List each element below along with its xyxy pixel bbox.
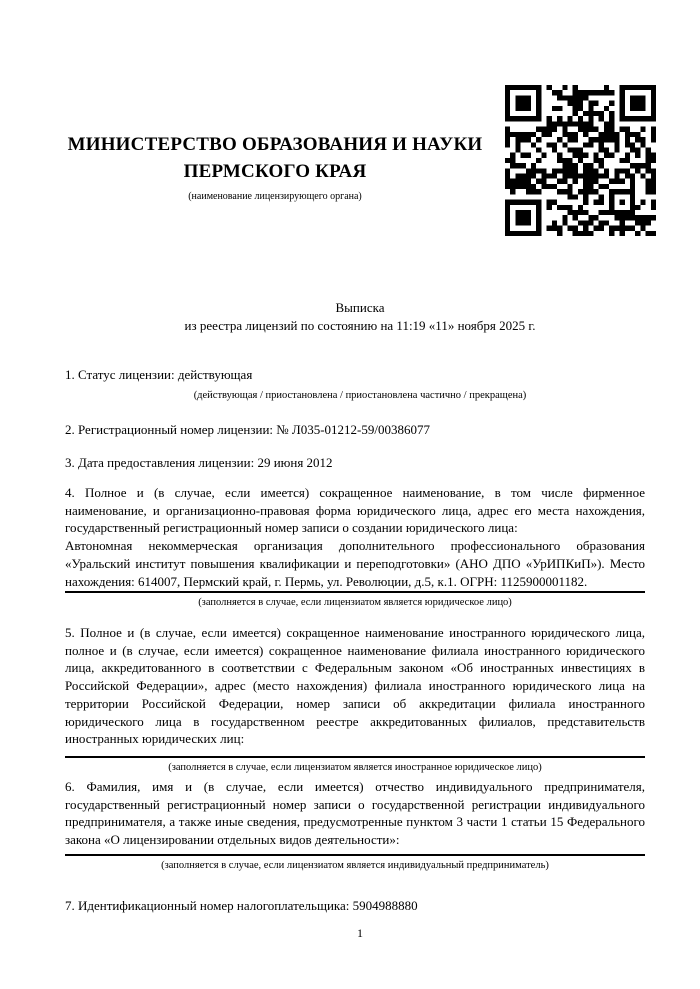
field-registration-number: 2. Регистрационный номер лицензии: № Л035-01212-59/00386077 (65, 422, 431, 437)
document-title-line2: из реестра лицензий по состоянию на 11:19 «11» ноября 2025 г. (184, 318, 536, 333)
document-title-line1: Выписка (335, 300, 385, 315)
ministry-name-line2: ПЕРМСКОГО КРАЯ (183, 161, 367, 182)
fill-line-foreign-legal-entity (65, 756, 645, 758)
foreign-legal-entity-description: 5. Полное и (в случае, если имеется) сокращенное наименование иностранного юридического лица, полное и (в случае, если имеется) сокращенное наименование филиала иностранного юридического лица, аккредитованного в соответствии с Федеральным законом «Об иностранных инвестициях в Российской Федерации», адрес (место нахождения) филиала иностранного юридического лица на территории Российской Федерации, номер записи об аккредитации филиала иностранного юридического лица в государственном реестре аккредитованных филиалов, представительств иностранных юридических лиц: (65, 625, 645, 747)
note-legal-entity: (заполняется в случае, если лицензиатом является юридическое лицо) (198, 597, 512, 609)
field-taxpayer-id: 7. Идентификационный номер налогоплательщика: 5904988880 (65, 898, 418, 913)
licensing-authority-header (60, 131, 490, 203)
ministry-name-line1: МИНИСТЕРСТВО ОБРАЗОВАНИЯ И НАУКИ (67, 134, 483, 155)
fill-line-individual-entrepreneur (65, 854, 645, 856)
page-number: 1 (357, 926, 363, 940)
licensing-authority-caption: (наименование лицензирующего органа) (188, 191, 362, 202)
section-legal-entity (65, 484, 645, 609)
section-foreign-legal-entity (65, 624, 645, 774)
document-title (65, 299, 655, 335)
note-license-status-options: (действующая / приостановлена / приостановлена частично / прекращена) (193, 390, 527, 401)
legal-entity-description: 4. Полное и (в случае, если имеется) сокращенное наименование, в том числе фирменное наименование, и организационно-правовая форма юридического лица, адрес его места нахождения, государственный регистрационный номер записи о создании юридического лица: (65, 485, 645, 536)
field-license-grant-date: 3. Дата предоставления лицензии: 29 июня 2012 (65, 455, 333, 470)
note-individual-entrepreneur: (заполняется в случае, если лицензиатом является индивидуальный предприниматель) (161, 859, 549, 871)
section-individual-entrepreneur (65, 778, 645, 872)
individual-entrepreneur-description: 6. Фамилия, имя и (в случае, если имеется) отчество индивидуального предпринимателя, государственный регистрационный номер записи о государственной регистрации индивидуального предпринимателя, а также иные сведения, предусмотренные пунктом 3 части 1 статьи 15 Федерального закона «О лицензировании отдельных видов деятельности»: (65, 779, 645, 848)
legal-entity-value: Автономная некоммерческая организация дополнительного профессионального образования «Уральский институт повышения квалификации и переподготовки» (АНО ДПО «УрИПКиП»). Место нахождения: 614007, Пермский край, г. Пермь, ул. Революции, д.5, к.1. ОГРН: 1125900001182. (65, 538, 645, 589)
fill-line-legal-entity (65, 591, 645, 593)
qr-code-icon (505, 85, 656, 236)
note-foreign-legal-entity: (заполняется в случае, если лицензиатом является иностранное юридическое лицо) (168, 761, 542, 773)
field-license-status: 1. Статус лицензии: действующая (65, 367, 253, 382)
